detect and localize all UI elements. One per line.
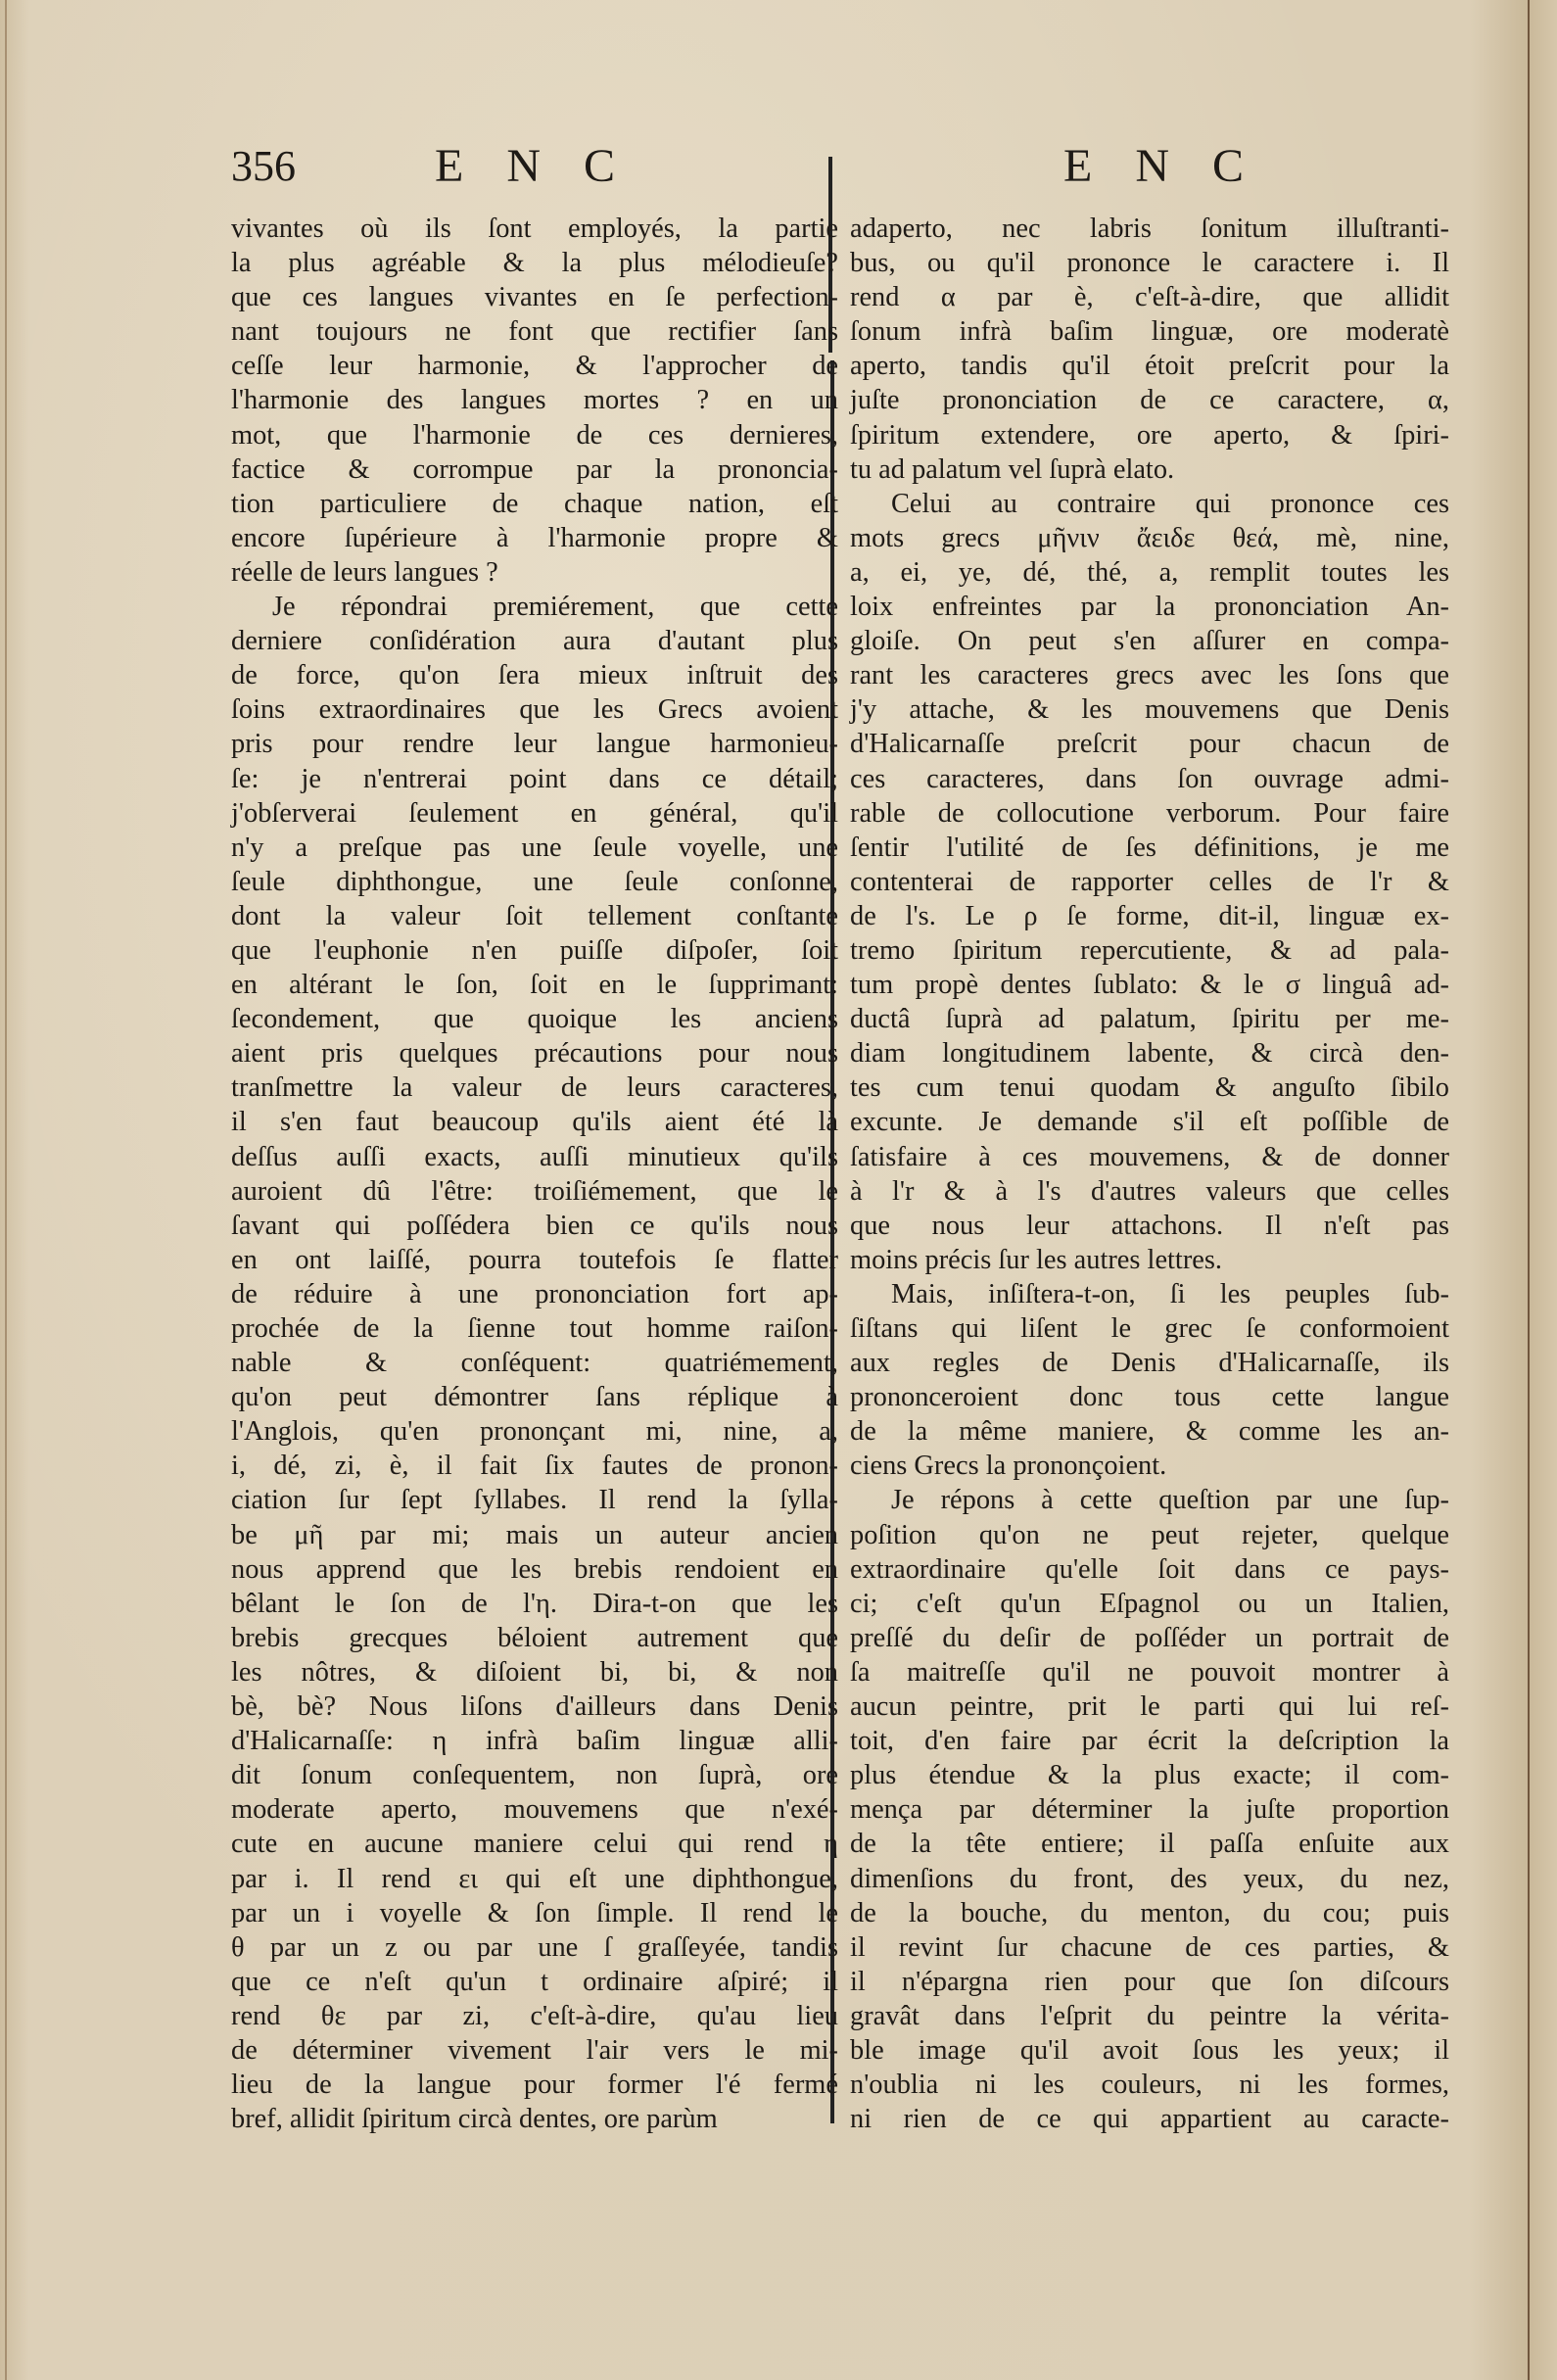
- text-line: dit ſonum conſequentem, non ſuprà, ore: [231, 1760, 838, 1791]
- text-line: Mais, inſiſtera-t-on, ſi les peuples ſub-: [891, 1278, 1449, 1309]
- text-line: loix enfreintes par la prononciation An-: [850, 592, 1449, 623]
- text-line: à l'r & à l's d'autres valeurs que celles: [850, 1175, 1449, 1207]
- text-line: toit, d'en faire par écrit la deſcription la: [850, 1726, 1449, 1757]
- text-line: que ces langues vivantes en ſe perfection-: [231, 282, 838, 313]
- page-edge-right: [1528, 0, 1530, 2380]
- text-line: de la même maniere, & comme les an-: [850, 1416, 1449, 1448]
- text-line: tremo ſpiritum repercutiente, & ad pala-: [850, 934, 1449, 966]
- text-line: bus, ou qu'il prononce le caractere i. Il: [850, 248, 1449, 279]
- text-line: de déterminer vivement l'air vers le mi-: [231, 2034, 838, 2066]
- text-line: deſſus auſſi exacts, auſſi minutieux qu'ils: [231, 1141, 838, 1172]
- text-line: be μῆ par mi; mais un auteur ancien: [231, 1519, 838, 1550]
- text-line: ſpiritum extendere, ore aperto, & ſpiri-: [850, 419, 1449, 451]
- text-line: encore ſupérieure à l'harmonie propre &: [231, 522, 838, 553]
- text-line: ſavant qui poſſédera bien ce qu'ils nous: [231, 1210, 838, 1241]
- text-line: nant toujours ne font que rectifier ſans: [231, 316, 838, 348]
- text-line: ſa maitreſſe qu'il ne pouvoit montrer à: [850, 1656, 1449, 1688]
- text-line: mença par déterminer la juſte proportion: [850, 1794, 1449, 1826]
- text-line: que l'euphonie n'en puiſſe diſpoſer, ſoit: [231, 934, 838, 966]
- running-head-left: E N C: [435, 140, 631, 192]
- text-line: preſſé du deſir de poſſéder un portrait de: [850, 1622, 1449, 1653]
- text-line: ble image qu'il avoit ſous les yeux; il: [850, 2034, 1449, 2066]
- text-line: ciens Grecs la prononçoient.: [850, 1451, 1167, 1482]
- text-line: ſecondement, que quoique les anciens: [231, 1004, 838, 1035]
- text-line: moins précis ſur les autres lettres.: [850, 1244, 1223, 1275]
- right-column: [850, 212, 1449, 2136]
- text-line: ductâ ſuprà ad palatum, ſpiritu per me-: [850, 1004, 1449, 1035]
- text-line: poſition qu'on ne peut rejeter, quelque: [850, 1519, 1449, 1550]
- text-line: i, dé, zi, è, il fait ſix fautes de pronon-: [231, 1451, 838, 1482]
- text-line: tion particuliere de chaque nation, eſt: [231, 488, 838, 519]
- text-line: tes cum tenui quodam & anguſto ſibilo: [850, 1072, 1449, 1104]
- text-line: par i. Il rend ει qui eſt une diphthongue,: [231, 1863, 838, 1894]
- text-line: ni rien de ce qui appartient au caracte-: [850, 2104, 1449, 2135]
- text-line: lieu de la langue pour former l'é fermé: [231, 2070, 838, 2101]
- text-line: qu'on peut démontrer ſans réplique à: [231, 1382, 838, 1413]
- text-line: excunte. Je demande s'il eſt poſſible de: [850, 1107, 1449, 1138]
- text-line: ſatisfaire à ces mouvemens, & de donner: [850, 1141, 1449, 1172]
- text-line: cute en aucune maniere celui qui rend η: [231, 1829, 838, 1860]
- text-line: factice & corrompue par la prononcia-: [231, 453, 838, 485]
- text-line: rable de collocutione verborum. Pour faire: [850, 797, 1449, 829]
- text-line: ſoins extraordinaires que les Grecs avoient: [231, 694, 838, 726]
- text-line: prononceroient donc tous cette langue: [850, 1382, 1449, 1413]
- page-header: [0, 137, 1557, 196]
- text-line: ſonum infrà baſim linguæ, ore moderatè: [850, 316, 1449, 348]
- text-line: par un i voyelle & ſon ſimple. Il rend le: [231, 1897, 838, 1928]
- page-number: 356: [231, 142, 296, 190]
- text-line: aucun peintre, prit le parti qui lui reſ-: [850, 1691, 1449, 1723]
- text-line: ciation ſur ſept ſyllabes. Il rend la ſylla-: [231, 1485, 838, 1516]
- text-line: nable & conſéquent: quatriémement,: [231, 1348, 838, 1379]
- text-line: de l's. Le ρ ſe forme, dit-il, linguæ ex-: [850, 900, 1449, 931]
- text-line: contenterai de rapporter celles de l'r &: [850, 866, 1449, 897]
- text-line: aient pris quelques précautions pour nous: [231, 1038, 838, 1070]
- text-line: la plus agréable & la plus mélodieuſe?: [231, 248, 838, 279]
- text-line: adaperto, nec labris ſonitum illuſtranti-: [850, 214, 1449, 244]
- text-line: l'harmonie des langues mortes ? en un: [231, 385, 838, 416]
- text-line: rend θε par zi, c'eſt-à-dire, qu'au lieu: [231, 2000, 838, 2031]
- text-line: d'Halicarnaſſe: η infrà baſim linguæ alli-: [231, 1726, 838, 1757]
- text-line: derniere conſidération aura d'autant plus: [231, 626, 838, 657]
- text-line: n'oublia ni les couleurs, ni les formes,: [850, 2070, 1449, 2101]
- text-line: prochée de la ſienne tout homme raiſon-: [231, 1313, 838, 1344]
- text-line: dont la valeur ſoit tellement conſtante: [231, 900, 838, 931]
- text-line: d'Halicarnaſſe preſcrit pour chacun de: [850, 729, 1449, 760]
- text-line: juſte prononciation de ce caractere, α,: [850, 385, 1449, 416]
- text-line: tu ad palatum vel ſuprà elato.: [850, 453, 1175, 485]
- text-line: mot, que l'harmonie de ces dernieres,: [231, 419, 838, 451]
- text-line: j'obſerverai ſeulement en général, qu'il: [231, 797, 838, 829]
- text-line: ſiſtans qui liſent le grec ſe conformoient: [850, 1313, 1449, 1344]
- text-line: que nous leur attachons. Il n'eſt pas: [850, 1210, 1449, 1241]
- text-line: bè, bè? Nous liſons d'ailleurs dans Denis: [231, 1691, 838, 1723]
- text-line: ces caracteres, dans ſon ouvrage admi-: [850, 763, 1449, 794]
- text-line: θ par un z ou par une ſ graſſeyée, tandis: [231, 1931, 838, 1963]
- text-line: en altérant le ſon, ſoit en le ſupprimant:: [231, 970, 838, 1001]
- running-head-right: E N C: [1063, 140, 1259, 192]
- text-line: dimenſions du front, des yeux, du nez,: [850, 1863, 1449, 1894]
- text-line: bêlant le ſon de l'η. Dira-t-on que les: [231, 1588, 838, 1619]
- text-line: tranſmettre la valeur de leurs caracteres,: [231, 1072, 838, 1104]
- text-line: a, ei, ye, dé, thé, a, remplit toutes les: [850, 556, 1449, 588]
- page-edge-left: [5, 0, 7, 2380]
- text-line: ci; c'eſt qu'un Eſpagnol ou un Italien,: [850, 1588, 1449, 1619]
- text-line: réelle de leurs langues ?: [231, 556, 498, 588]
- text-line: gloiſe. On peut s'en aſſurer en compa-: [850, 626, 1449, 657]
- text-line: ſentir l'utilité de ſes définitions, je me: [850, 832, 1449, 863]
- text-line: de la tête entiere; il paſſa enſuite aux: [850, 1829, 1449, 1860]
- text-line: que ce n'eſt qu'un t ordinaire aſpiré; il: [231, 1966, 838, 1997]
- text-line: il s'en faut beaucoup qu'ils aient été là: [231, 1107, 838, 1138]
- text-line: nous apprend que les brebis rendoient en: [231, 1553, 838, 1585]
- text-line: de réduire à une prononciation fort ap-: [231, 1278, 838, 1309]
- text-line: bref, allidit ſpiritum circà dentes, ore parùm: [231, 2104, 718, 2135]
- text-line: rant les caracteres grecs avec les ſons que: [850, 660, 1449, 691]
- text-line: vivantes où ils ſont employés, la partie: [231, 214, 838, 244]
- text-line: ſeule diphthongue, une ſeule conſonne,: [231, 866, 838, 897]
- text-line: ſe: je n'entrerai point dans ce détail;: [231, 763, 838, 794]
- text-line: les nôtres, & diſoient bi, bi, & non: [231, 1656, 838, 1688]
- text-line: brebis grecques béloient autrement que: [231, 1622, 838, 1653]
- text-line: aperto, tandis qu'il étoit preſcrit pour la: [850, 351, 1449, 382]
- text-line: moderate aperto, mouvemens que n'exé-: [231, 1794, 838, 1826]
- text-line: il revint ſur chacune de ces parties, &: [850, 1931, 1449, 1963]
- left-column: [231, 212, 838, 2136]
- text-line: en ont laiſſé, pourra toutefois ſe flatter: [231, 1244, 838, 1275]
- text-line: de force, qu'on ſera mieux inſtruit des: [231, 660, 838, 691]
- text-line: n'y a preſque pas une ſeule voyelle, une: [231, 832, 838, 863]
- text-line: pris pour rendre leur langue harmonieu-: [231, 729, 838, 760]
- text-line: il n'épargna rien pour que ſon diſcours: [850, 1966, 1449, 1997]
- text-line: auroient dû l'être: troiſiémement, que le: [231, 1175, 838, 1207]
- text-line: Je répondrai premiérement, que cette: [272, 592, 838, 623]
- text-line: de la bouche, du menton, du cou; puis: [850, 1897, 1449, 1928]
- text-line: tum propè dentes ſublato: & le σ linguâ ad-: [850, 970, 1449, 1001]
- text-line: gravât dans l'eſprit du peintre la vérita-: [850, 2000, 1449, 2031]
- text-line: aux regles de Denis d'Halicarnaſſe, ils: [850, 1348, 1449, 1379]
- text-line: extraordinaire qu'elle ſoit dans ce pays-: [850, 1553, 1449, 1585]
- text-line: plus étendue & la plus exacte; il com-: [850, 1760, 1449, 1791]
- text-line: l'Anglois, qu'en prononçant mi, nine, a,: [231, 1416, 838, 1448]
- text-line: mots grecs μῆνιν ἄειδε θεά, mè, nine,: [850, 522, 1449, 553]
- text-line: ceſſe leur harmonie, & l'approcher de: [231, 351, 838, 382]
- text-line: diam longitudinem labente, & circà den-: [850, 1038, 1449, 1070]
- text-line: Je répons à cette queſtion par une ſup-: [891, 1485, 1449, 1516]
- text-line: rend α par è, c'eſt-à-dire, que allidit: [850, 282, 1449, 313]
- text-line: j'y attache, & les mouvemens que Denis: [850, 694, 1449, 726]
- text-line: Celui au contraire qui prononce ces: [891, 488, 1449, 519]
